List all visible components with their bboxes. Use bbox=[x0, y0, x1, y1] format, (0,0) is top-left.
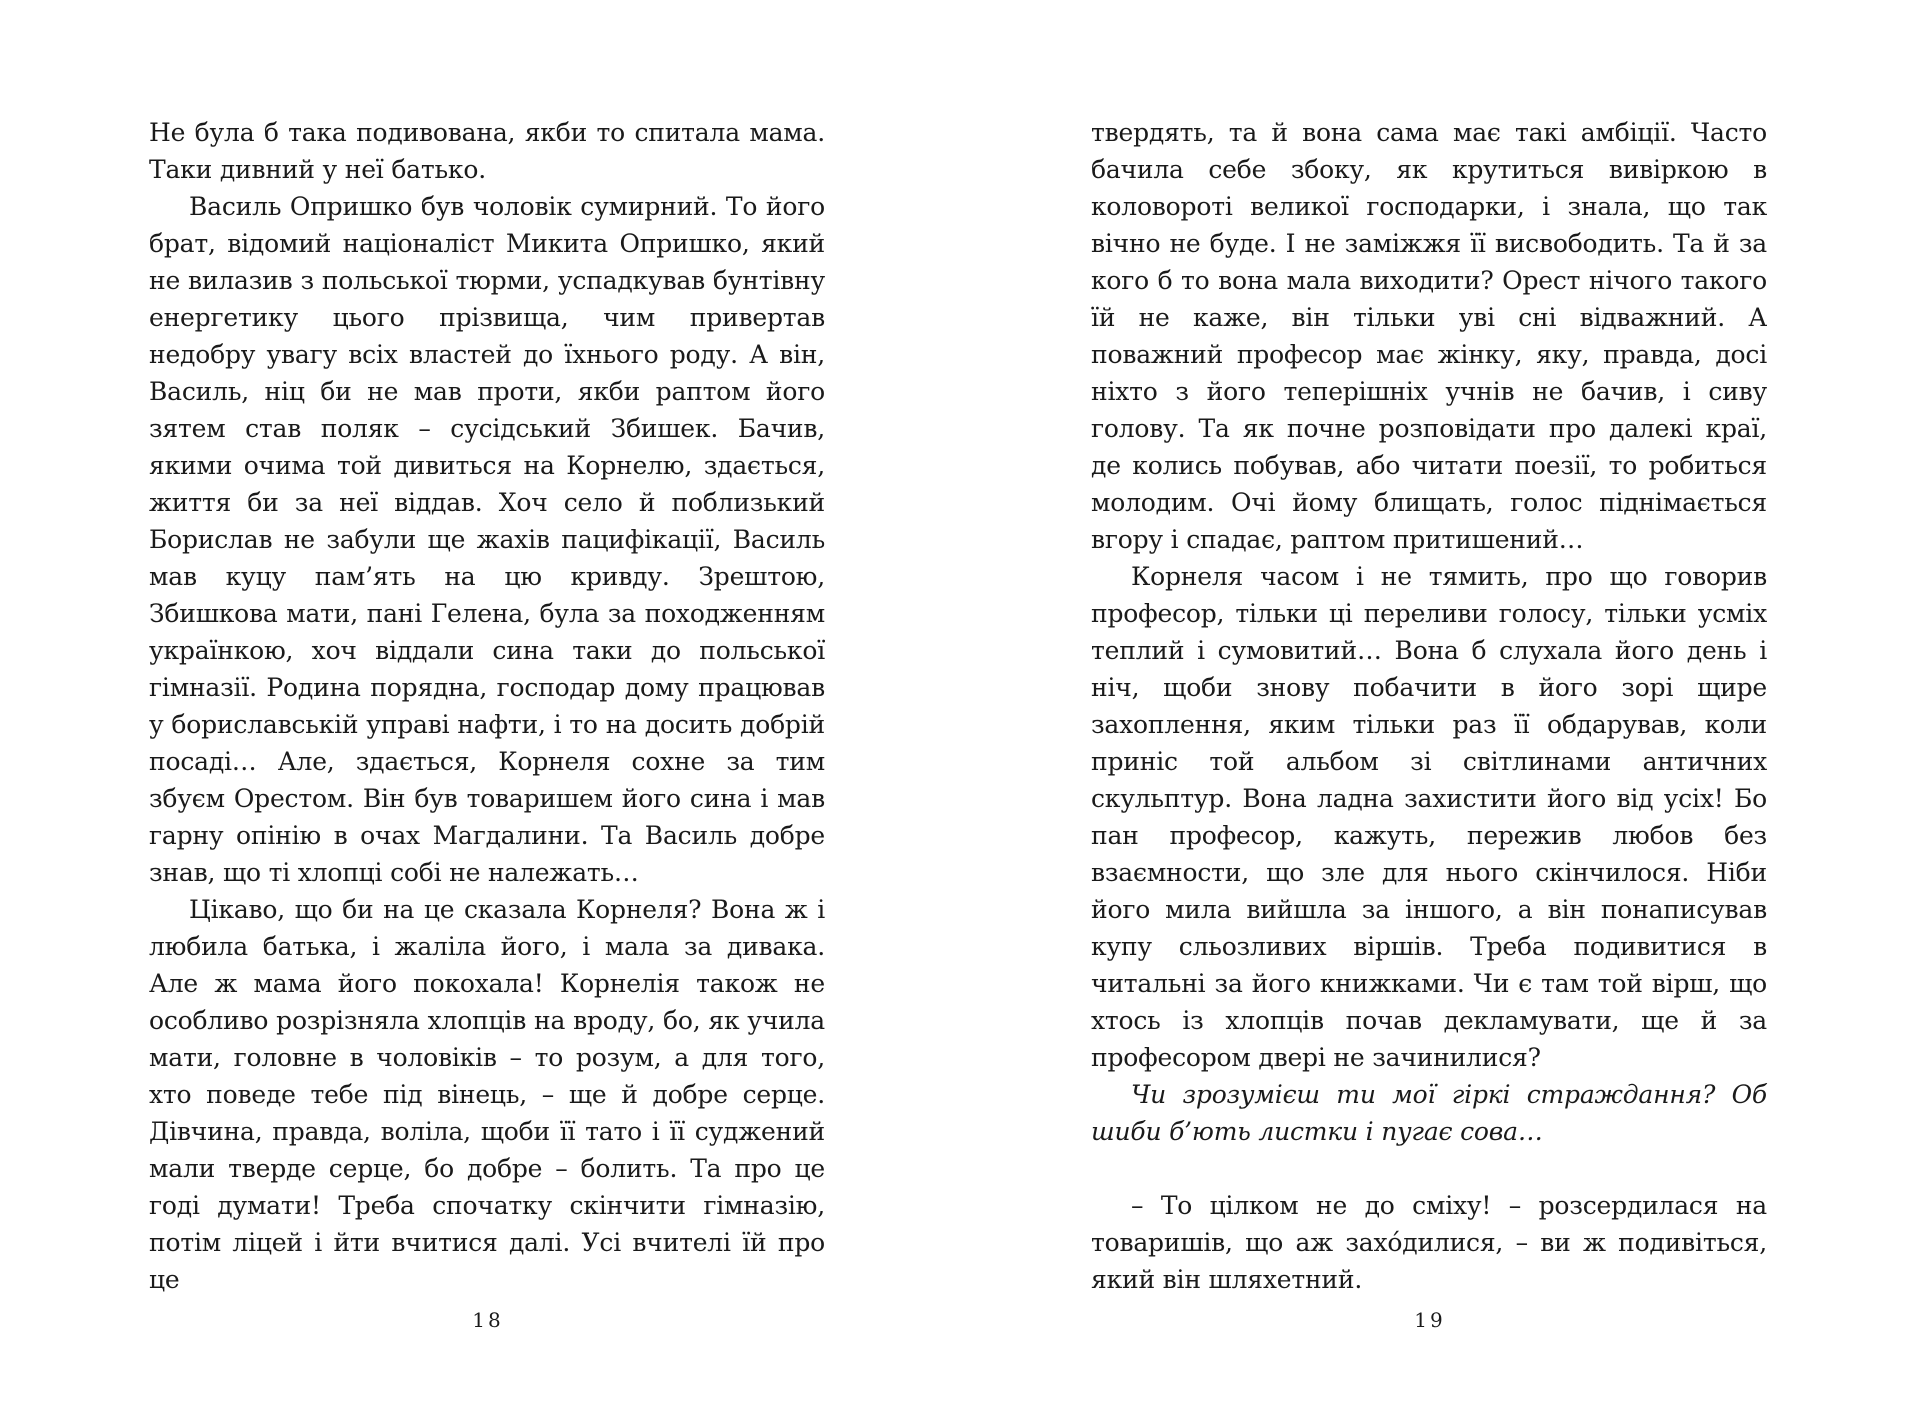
left-paragraph-2: Василь Опришко був чоловік сумирний. То його брат, відомий націоналіст Микита Опришко, який не вилазив з польської тюрми, успадкував бунтівну енергетику цього прізвища, чим привертав недобру увагу всіх властей до їхнього роду. А він, Василь, ніц би не мав проти, якби раптом його зятем став поляк – сусідський Збишек. Бачив, якими очима той дивиться на Корнелю, здається, життя би за неї віддав. Хоч село й поблизький Борислав не забули ще жахів пацифікації, Василь мав куцу пам’ять на цю кривду. Зрештою, Збишкова мати, пані Гелена, була за походженням українкою, хоч віддали сина таки до польської гімназії. Родина порядна, господар дому працював у бориславській управі нафти, і то на досить добрій посаді… Але, здається, Корнеля сохне за тим збуєм Орестом. Він був товаришем його сина і мав гарну опінію в очах Магдалини. Та Василь добре знав, що ті хлопці собі не належать… bbox=[149, 192, 825, 887]
left-page-text bbox=[149, 114, 825, 1298]
right-poem-quote: Чи зрозумієш ти мої гіркі страждання? Об шиби б’ють листки і пугає сова… bbox=[1091, 1080, 1767, 1146]
left-page-number: 18 bbox=[472, 1308, 504, 1332]
section-break bbox=[1091, 1150, 1767, 1187]
right-paragraph-1: твердять, та й вона сама має такі амбіції. Часто бачила себе збоку, як крутиться вивіркою в коловороті великої господарки, і знала, що так вічно не буде. І не заміжжя її висвободить. Та й за кого б то вона мала виходити? Орест нічого такого їй не каже, він тільки уві сні відважний. А поважний професор має жінку, яку, правда, досі ніхто з його теперішніх учнів не бачив, і сиву голову. Та як почне розповідати про далекі краї, де колись побував, або читати поезії, то робиться молодим. Очі йому блищать, голос піднімається вгору і спадає, раптом притишений… bbox=[1091, 118, 1767, 554]
right-dialogue: – То цілком не до сміху! – розсердилася на товаришів, що аж захо́дилися, – ви ж подивіться, який він шляхетний. bbox=[1091, 1191, 1767, 1294]
right-page-text bbox=[1091, 114, 1767, 1298]
right-paragraph-2: Корнеля часом і не тямить, про що говорив професор, тільки ці переливи голосу, тільки усміх теплий і сумовитий… Вона б слухала його день і ніч, щоби знову побачити в його зорі щире захоплення, яким тільки раз її обдарував, коли приніс той альбом зі світлинами античних скульптур. Вона ладна захистити його від усіх! Бо пан професор, кажуть, пережив любов без взаємности, що зле для нього скінчилося. Ніби його мила вийшла за іншого, а він понаписував купу сльозливих віршів. Треба подивитися в читальні за його книжками. Чи є там той вірш, що хтось із хлопців почав декламувати, ще й за професором двері не зачинилися? bbox=[1091, 562, 1767, 1072]
left-paragraph-3: Цікаво, що би на це сказала Корнеля? Вона ж і любила батька, і жаліла його, і мала за дивака. Але ж мама його покохала! Корнелія також не особливо розрізняла хлопців на вроду, бо, як учила мати, головне в чоловіків – то розум, а для того, хто поведе тебе під вінець, – ще й добре серце. Дівчина, правда, воліла, щоби її тато і її суджений мали тверде серце, бо добре – болить. Та про це годі думати! Треба спочатку скінчити гімназію, потім ліцей і йти вчитися далі. Усі вчителі їй про це bbox=[149, 895, 825, 1294]
left-paragraph-1: Не була б така подивована, якби то спитала мама. Таки дивний у неї батько. bbox=[149, 118, 825, 184]
right-page-number: 19 bbox=[1414, 1308, 1446, 1332]
